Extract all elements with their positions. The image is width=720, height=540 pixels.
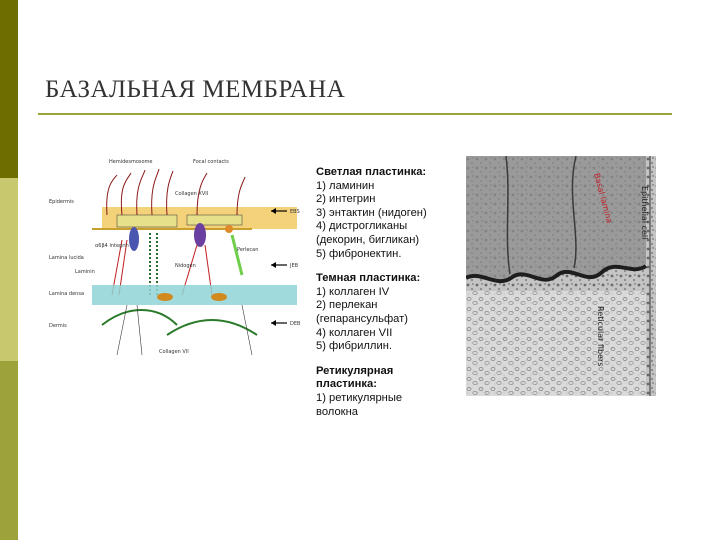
side-bar-dark xyxy=(0,0,18,178)
label-integrin: α6β4 integrin xyxy=(95,243,129,249)
arrow-head xyxy=(271,262,276,268)
side-bar-mid xyxy=(0,361,18,540)
label-deb: DEB xyxy=(290,321,301,327)
electron-micrograph xyxy=(466,156,656,396)
basement-membrane-diagram xyxy=(47,155,305,365)
label-nidogen: Nidogen xyxy=(175,263,196,269)
label-perlecan: Perlecan xyxy=(237,247,259,253)
label-dermis: Dermis xyxy=(49,323,67,329)
list-item: волокна xyxy=(316,405,358,418)
list-item: (гепарансульфат) xyxy=(316,312,409,325)
lamina-densa-band xyxy=(92,285,297,305)
list-item: 2) интегрин xyxy=(316,193,376,206)
list-item: 5) фибриллин. xyxy=(316,340,392,353)
label-epidermis: Epidermis xyxy=(49,199,74,205)
epithelial-cell-region xyxy=(466,156,646,279)
micrograph-svg xyxy=(466,156,656,396)
anchoring-fibril xyxy=(167,320,257,335)
label-reticular-fibers: Reticular fibers xyxy=(596,306,605,367)
label-jeb: JEB xyxy=(290,263,299,269)
dark-lamina-section xyxy=(316,272,466,354)
list-item: 2) перлекан xyxy=(316,299,378,312)
list-item: 4) коллаген VII xyxy=(316,326,393,339)
dark-lamina-heading: Темная пластинка: xyxy=(316,272,421,285)
light-lamina-heading: Светлая пластинка: xyxy=(316,166,427,178)
label-lamina-densa: Lamina densa xyxy=(49,291,85,297)
anchoring-fibril xyxy=(102,310,177,325)
hemidesmosome-plaque xyxy=(117,215,177,227)
slide-title: БАЗАЛЬНАЯ МЕМБРАНА xyxy=(45,76,346,103)
perlecan-molecule xyxy=(211,293,227,301)
list-item: (декорин, бигликан) xyxy=(316,233,420,246)
label-focal-contacts: Focal contacts xyxy=(193,159,229,165)
label-collagen-xvii: Collagen XVII xyxy=(175,191,209,197)
reticular-heading-line2: пластинка: xyxy=(316,378,377,391)
label-lamina-lucida: Lamina lucida xyxy=(49,255,84,261)
reticular-lamina-section xyxy=(316,365,466,419)
collagen-xvii-fiber xyxy=(232,235,242,275)
list-item: 4) дистрогликаны xyxy=(316,220,408,233)
reticular-heading-line1: Ретикулярная xyxy=(316,364,394,377)
label-ebs: EBS xyxy=(290,209,300,215)
focal-contact-protein xyxy=(225,225,233,233)
title-divider xyxy=(38,113,672,115)
label-basal-lamina: Basal lamina xyxy=(592,172,615,225)
list-item: 5) фибронектин. xyxy=(316,247,402,260)
collagen-fibril xyxy=(137,305,142,355)
list-item: 1) ретикулярные xyxy=(316,391,403,404)
list-item: 3) энтактин (нидоген) xyxy=(316,206,427,219)
light-lamina-section xyxy=(316,166,466,261)
integrin-molecule xyxy=(194,223,206,247)
label-collagen-vii: Collagen VII xyxy=(159,349,189,355)
side-bar-light xyxy=(0,178,18,361)
label-hemidesmosome: Hemidesmosome xyxy=(109,159,153,165)
list-item: 1) коллаген IV xyxy=(316,285,390,298)
focal-contact-plaque xyxy=(187,215,242,225)
arrow-head xyxy=(271,320,276,326)
diagram-svg xyxy=(47,155,305,365)
list-item: 1) ламинин xyxy=(316,179,375,192)
integrin-molecule xyxy=(129,227,139,251)
label-laminin: Laminin xyxy=(75,269,95,275)
label-epithelial-cell: Epithelial cell xyxy=(640,186,649,240)
perlecan-molecule xyxy=(157,293,173,301)
reticular-fiber-region xyxy=(466,291,646,396)
layers-description xyxy=(316,166,466,419)
